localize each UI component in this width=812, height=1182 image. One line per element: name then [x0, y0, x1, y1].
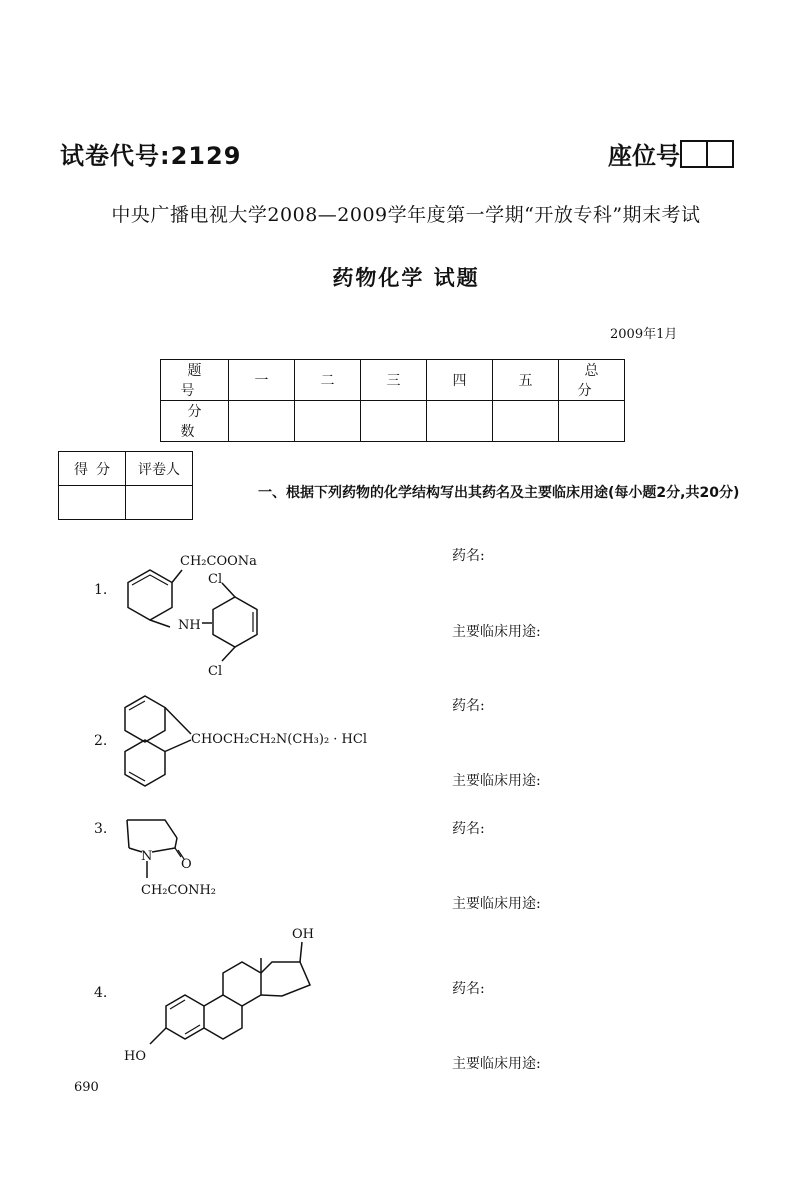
- question-1-drug-name-label: 药名:: [452, 548, 485, 564]
- q2-formula: CHOCH₂CH₂N(CH₃)₂ · HCl: [191, 732, 367, 747]
- q3-atom-o: O: [181, 857, 192, 872]
- q3-atom-n: N: [141, 849, 153, 864]
- grader-score-cell[interactable]: [59, 486, 126, 520]
- score-col-1: 一: [229, 360, 295, 401]
- exam-name: 中央广播电视大学2008—2009学年度第一学期“开放专科”期末考试: [111, 204, 701, 226]
- q1-nh: NH: [178, 618, 201, 633]
- q1-formula-top: CH₂COONa: [180, 554, 257, 569]
- q4-ho: HO: [124, 1049, 146, 1064]
- seat-number: [608, 136, 734, 171]
- score-col-total: 总分: [559, 360, 625, 401]
- question-4-drug-name-label: 药名:: [452, 981, 485, 997]
- score-cell[interactable]: [229, 401, 295, 442]
- grader-table: [58, 451, 193, 520]
- score-table-row2-label: 分数: [161, 401, 229, 442]
- grader-label: 评卷人: [126, 452, 193, 486]
- score-col-2: 二: [295, 360, 361, 401]
- question-4-structure: [120, 920, 340, 1070]
- question-1-usage-label: 主要临床用途:: [452, 624, 541, 640]
- q4-oh-top: OH: [292, 927, 314, 942]
- q3-side-chain: CH₂CONH₂: [141, 883, 217, 898]
- score-col-4: 四: [427, 360, 493, 401]
- score-col-3: 三: [361, 360, 427, 401]
- grader-name-cell[interactable]: [126, 486, 193, 520]
- exam-date: 2009年1月: [610, 327, 678, 342]
- grader-score-label: 得分: [59, 452, 126, 486]
- question-2-drug-name-label: 药名:: [452, 698, 485, 714]
- score-col-5: 五: [493, 360, 559, 401]
- question-2-usage-label: 主要临床用途:: [452, 773, 541, 789]
- page-number: 690: [74, 1080, 99, 1095]
- question-3-number: 3.: [94, 821, 108, 837]
- seat-label: 座位号: [608, 142, 680, 170]
- q1-cl-bottom: Cl: [208, 664, 223, 679]
- subject-title: 药物化学 试题: [332, 266, 480, 290]
- score-cell[interactable]: [427, 401, 493, 442]
- question-4-usage-label: 主要临床用途:: [452, 1056, 541, 1072]
- question-1-number: 1.: [94, 582, 108, 598]
- question-1-structure: [110, 545, 310, 680]
- score-cell[interactable]: [295, 401, 361, 442]
- score-cell[interactable]: [493, 401, 559, 442]
- q1-cl-top: Cl: [208, 572, 223, 587]
- score-table: [160, 359, 625, 442]
- paper-code: 试卷代号:2129: [60, 142, 242, 170]
- score-cell[interactable]: [559, 401, 625, 442]
- seat-boxes[interactable]: [682, 140, 734, 168]
- question-2-structure: [115, 690, 435, 790]
- score-cell[interactable]: [361, 401, 427, 442]
- question-3-usage-label: 主要临床用途:: [452, 896, 541, 912]
- question-4-number: 4.: [94, 985, 108, 1001]
- section1-heading: 一、根据下列药物的化学结构写出其药名及主要临床用途(每小题2分,共20分): [258, 485, 740, 501]
- question-2-number: 2.: [94, 733, 108, 749]
- question-3-drug-name-label: 药名:: [452, 821, 485, 837]
- question-3-structure: [115, 808, 275, 903]
- score-table-row1-label: 题号: [161, 360, 229, 401]
